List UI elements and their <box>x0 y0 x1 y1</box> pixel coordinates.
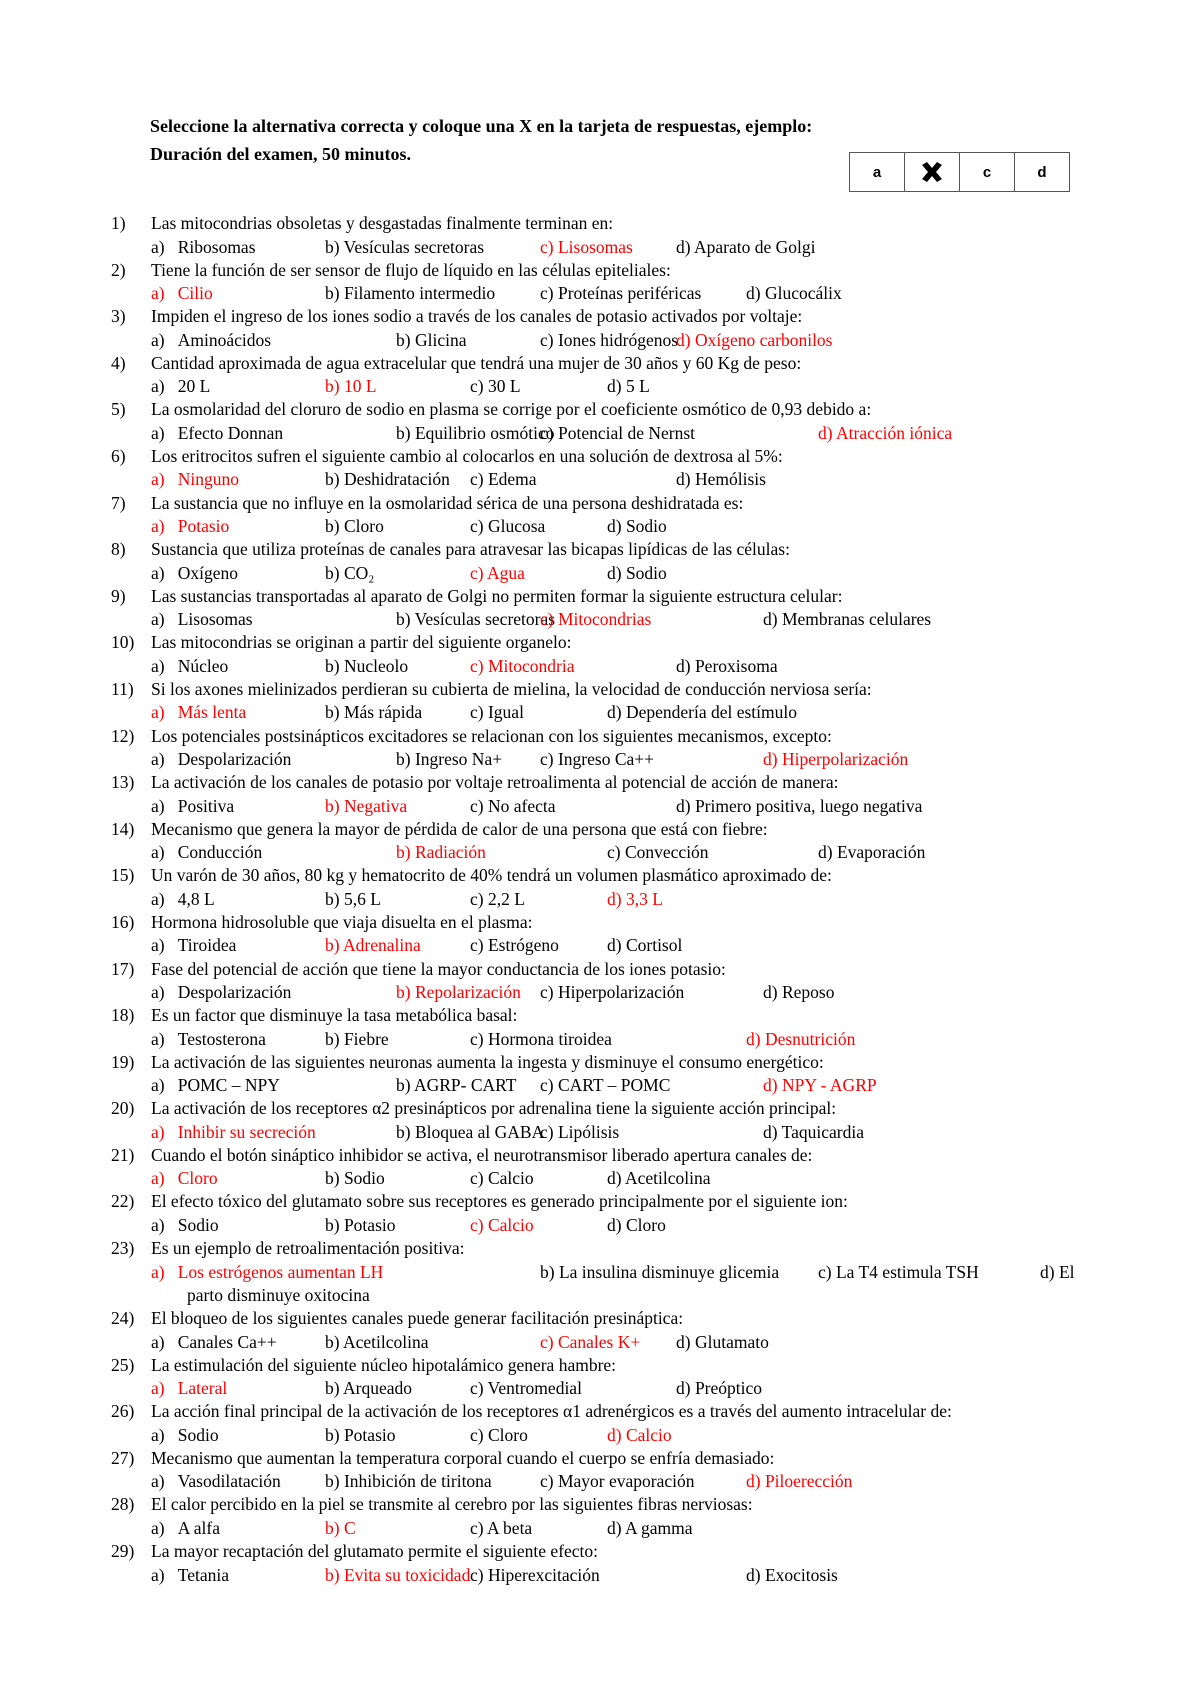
option-c: c) Convección <box>607 842 709 863</box>
option-a-correct: a) Cloro <box>151 1168 218 1189</box>
question-item <box>0 1098 1200 1145</box>
option-b: b) Fiebre <box>325 1028 389 1049</box>
option-b: b) Más rápida <box>325 702 423 723</box>
option-d: d) Hemólisis <box>676 469 766 490</box>
question-text: Fase del potencial de acción que tiene la mayor conductancia de los iones potasio: <box>151 958 726 979</box>
option-c: c) A beta <box>470 1517 533 1538</box>
question-text: Un varón de 30 años, 80 kg y hematocrito de 40% tendrá un volumen plasmático aproximado de: <box>151 865 832 886</box>
question-text: Sustancia que utiliza proteínas de canales para atravesar las bicapas lipídicas de las células: <box>151 539 790 560</box>
question-number: 25) <box>111 1354 135 1375</box>
option-c: c) Proteínas periféricas <box>540 283 702 304</box>
question-text: Los eritrocitos sufren el siguiente cambio al colocarlos en una solución de dextrosa al 5%: <box>151 445 783 466</box>
option-a-correct: a) Los estrógenos aumentan LH <box>151 1261 384 1282</box>
answer-card-example <box>849 152 1070 192</box>
option-a: a) Sodio <box>151 1424 219 1445</box>
instructions-line: Seleccione la alternativa correcta y coloque una X en la tarjeta de respuestas, ejemplo: <box>150 116 813 136</box>
option-d: d) Taquicardia <box>763 1121 864 1142</box>
question-number: 8) <box>111 539 126 560</box>
question-number: 3) <box>111 306 126 327</box>
option-c: c) Iones hidrógenos <box>540 329 679 350</box>
option-d: d) A gamma <box>607 1517 693 1538</box>
question-item <box>0 1308 1200 1355</box>
option-d: d) Membranas celulares <box>763 609 932 630</box>
question-number: 18) <box>111 1005 135 1026</box>
option-d-correct: d) Atracción iónica <box>818 422 953 443</box>
option-c: c) Calcio <box>470 1168 534 1189</box>
option-d: d) Reposo <box>763 982 835 1002</box>
question-number: 10) <box>111 632 135 653</box>
option-a: a) Tiroidea <box>151 935 237 956</box>
option-a: a) Oxígeno <box>151 562 238 583</box>
option-a: a) Despolarización <box>151 982 292 1002</box>
question-item <box>0 1541 1200 1588</box>
option-c: c) Lipólisis <box>540 1121 620 1142</box>
question-item <box>0 632 1200 679</box>
option-d: d) Acetilcolina <box>607 1168 711 1189</box>
option-c: c) Hormona tiroidea <box>470 1028 612 1049</box>
option-d: d) Exocitosis <box>746 1564 838 1585</box>
option-c-correct: c) Canales K+ <box>540 1331 641 1352</box>
option-d-correct: d) Desnutrición <box>746 1028 856 1049</box>
question-item <box>0 539 1200 586</box>
question-item <box>0 213 1200 260</box>
option-a: a) Tetania <box>151 1564 229 1585</box>
question-text: La activación de los receptores α2 presinápticos por adrenalina tiene la siguiente acción principal: <box>151 1098 837 1119</box>
question-item <box>0 1448 1200 1495</box>
option-b: b) Cloro <box>325 516 384 537</box>
option-a: a) A alfa <box>151 1517 220 1538</box>
option-a: a) Testosterona <box>151 1028 266 1049</box>
question-number: 24) <box>111 1308 135 1329</box>
question-number: 6) <box>111 445 126 466</box>
option-b-correct: b) Repolarización <box>396 982 521 1002</box>
option-d: d) Glutamato <box>676 1331 769 1352</box>
question-text: La activación de las siguientes neuronas aumenta la ingesta y disminuye el consumo energético: <box>151 1051 824 1072</box>
option-d-correct: d) Calcio <box>607 1424 672 1445</box>
question-number: 7) <box>111 492 126 513</box>
option-c: c) Igual <box>470 702 524 723</box>
option-b-correct: b) Adrenalina <box>325 935 421 956</box>
question-text: Las mitocondrias obsoletas y desgastadas finalmente terminan en: <box>151 213 614 233</box>
option-b: b) 5,6 L <box>325 888 381 909</box>
option-a-correct: a) Cilio <box>151 283 213 304</box>
question-item <box>0 865 1200 912</box>
option-a-correct: a) Lateral <box>151 1378 228 1399</box>
question-item <box>0 1494 1200 1541</box>
option-a: a) Sodio <box>151 1214 219 1235</box>
option-a-correct: a) Más lenta <box>151 702 247 723</box>
question-item <box>0 586 1200 633</box>
option-c-correct: c) Calcio <box>470 1214 534 1235</box>
option-c: c) 30 L <box>470 376 521 397</box>
question-number: 12) <box>111 725 135 746</box>
option-d-correct: d) Hiperpolarización <box>763 749 909 770</box>
card-cell-a: a <box>850 153 905 191</box>
option-c: c) Ingreso Ca++ <box>540 749 655 770</box>
option-d: d) Sodio <box>607 516 667 537</box>
question-item <box>0 260 1200 307</box>
option-d: d) Cloro <box>607 1214 666 1235</box>
question-item <box>0 399 1200 446</box>
question-number: 27) <box>111 1447 135 1468</box>
question-text: Mecanismo que aumentan la temperatura corporal cuando el cuerpo se enfría demasiado: <box>151 1447 775 1468</box>
option-b-correct: b) Evita su toxicidad <box>325 1564 471 1585</box>
option-b: b) CO₂ <box>325 562 375 583</box>
exam-duration: Duración del examen, 50 minutos. <box>150 144 411 164</box>
question-number: 21) <box>111 1144 135 1165</box>
question-number: 23) <box>111 1238 135 1259</box>
question-text: Hormona hidrosoluble que viaja disuelta en el plasma: <box>151 911 533 932</box>
question-number: 15) <box>111 865 135 886</box>
option-a: a) 4,8 L <box>151 888 215 909</box>
option-d-correct: d) Oxígeno carbonilos <box>676 329 833 350</box>
option-d: d) Primero positiva, luego negativa <box>676 795 923 816</box>
question-text: Mecanismo que genera la mayor de pérdida de calor de una persona que está con fiebre: <box>151 818 768 839</box>
question-item <box>0 353 1200 400</box>
question-text: Tiene la función de ser sensor de flujo de líquido en las células epiteliales: <box>151 259 671 280</box>
question-number: 17) <box>111 958 135 979</box>
option-b: b) Sodio <box>325 1168 385 1189</box>
question-number: 28) <box>111 1494 135 1515</box>
question-text: Cantidad aproximada de agua extracelular que tendrá una mujer de 30 años y 60 Kg de peso: <box>151 352 802 373</box>
question-text: El efecto tóxico del glutamato sobre sus receptores es generado principalmente por el siguiente ion: <box>151 1191 848 1212</box>
question-text: Cuando el botón sináptico inhibidor se activa, el neurotransmisor liberado apertura canales de: <box>151 1144 813 1165</box>
question-number: 20) <box>111 1098 135 1119</box>
option-d-correct: d) 3,3 L <box>607 888 663 909</box>
question-number: 1) <box>111 213 126 233</box>
x-mark-icon <box>919 160 945 184</box>
option-d: d) Evaporación <box>818 842 926 863</box>
option-b: b) AGRP- CART <box>396 1075 517 1096</box>
question-item <box>0 1191 1200 1238</box>
question-item <box>0 959 1200 1006</box>
question-text: Las mitocondrias se originan a partir del siguiente organelo: <box>151 632 572 653</box>
option-b-correct: b) 10 L <box>325 376 377 397</box>
option-a-correct: a) Inhibir su secreción <box>151 1121 316 1142</box>
question-text: La sustancia que no influye en la osmolaridad sérica de una persona deshidratada es: <box>151 492 744 513</box>
question-text: La mayor recaptación del glutamato permite el siguiente efecto: <box>151 1541 599 1562</box>
option-a: a) Despolarización <box>151 749 292 770</box>
option-b-correct: b) C <box>325 1517 356 1538</box>
option-b: b) Ingreso Na+ <box>396 749 503 770</box>
question-list <box>0 213 1200 1588</box>
option-b: b) Potasio <box>325 1214 396 1235</box>
question-number: 19) <box>111 1051 135 1072</box>
question-number: 29) <box>111 1541 135 1562</box>
option-a: a) Conducción <box>151 842 263 863</box>
question-item <box>0 679 1200 726</box>
question-text: Las sustancias transportadas al aparato de Golgi no permiten formar la siguiente estructura celular: <box>151 585 843 606</box>
option-a: a) Efecto Donnan <box>151 422 284 443</box>
question-number: 22) <box>111 1191 135 1212</box>
option-b: b) Deshidratación <box>325 469 450 490</box>
option-d: d) El <box>1040 1261 1075 1282</box>
option-b-correct: b) Radiación <box>396 842 486 863</box>
option-d: d) 5 L <box>607 376 650 397</box>
option-c: c) Potencial de Nernst <box>540 422 696 443</box>
option-a: a) Vasodilatación <box>151 1471 281 1492</box>
option-c: c) CART – POMC <box>540 1075 671 1096</box>
option-b: b) Glicina <box>396 329 467 350</box>
question-text: La acción final principal de la activación de los receptores α1 adrenérgicos es a través del aumento intracelular de: <box>151 1401 952 1422</box>
question-number: 16) <box>111 911 135 932</box>
option-a: a) Núcleo <box>151 655 229 676</box>
question-text: El bloqueo de los siguientes canales puede generar facilitación presináptica: <box>151 1308 684 1329</box>
option-c: c) Hiperpolarización <box>540 982 685 1002</box>
option-b: b) Arqueado <box>325 1378 412 1399</box>
option-b-correct: b) Negativa <box>325 795 408 816</box>
option-c: c) La T4 estimula TSH <box>818 1261 979 1282</box>
question-number: 2) <box>111 259 126 280</box>
option-b: b) Filamento intermedio <box>325 283 496 304</box>
option-d: d) Preóptico <box>676 1378 763 1399</box>
option-c-correct: c) Lisosomas <box>540 236 633 257</box>
option-a-correct: a) Potasio <box>151 516 230 537</box>
option-b: b) Inhibición de tiritona <box>325 1471 492 1492</box>
option-a: a) 20 L <box>151 376 211 397</box>
option-c: c) Glucosa <box>470 516 546 537</box>
question-number: 9) <box>111 585 126 606</box>
question-number: 4) <box>111 352 126 373</box>
option-a: a) Lisosomas <box>151 609 253 630</box>
question-text: La estimulación del siguiente núcleo hipotalámico genera hambre: <box>151 1354 617 1375</box>
question-item <box>0 819 1200 866</box>
option-c: c) Mayor evaporación <box>540 1471 695 1492</box>
option-c-correct: c) Mitocondria <box>470 655 575 676</box>
option-d-correct: d) NPY - AGRP <box>763 1075 877 1096</box>
question-item <box>0 912 1200 959</box>
question-item <box>0 726 1200 773</box>
question-text: La activación de los canales de potasio por voltaje retroalimenta al potencial de acción de manera: <box>151 772 839 793</box>
card-cell-c: c <box>960 153 1015 191</box>
question-item <box>0 1145 1200 1192</box>
option-d: d) Cortisol <box>607 935 683 956</box>
option-c: c) Estrógeno <box>470 935 559 956</box>
option-b: b) Vesículas secretoras <box>325 236 485 257</box>
card-cell-b-marked <box>905 153 960 191</box>
question-item <box>0 1052 1200 1099</box>
question-number: 13) <box>111 772 135 793</box>
question-item <box>0 306 1200 353</box>
option-d: d) Aparato de Golgi <box>676 236 816 257</box>
option-b: b) Acetilcolina <box>325 1331 429 1352</box>
question-text: El calor percibido en la piel se transmite al cerebro por las siguientes fibras nerviosas: <box>151 1494 753 1515</box>
question-text: Impiden el ingreso de los iones sodio a través de los canales de potasio activados por voltaje: <box>151 306 803 327</box>
question-text: Es un factor que disminuye la tasa metabólica basal: <box>151 1005 518 1026</box>
question-item <box>0 1005 1200 1052</box>
option-c: c) No afecta <box>470 795 556 816</box>
option-b: b) La insulina disminuye glicemia <box>540 1261 780 1282</box>
question-number: 14) <box>111 818 135 839</box>
question-text: Es un ejemplo de retroalimentación positiva: <box>151 1238 465 1259</box>
option-c: c) Cloro <box>470 1424 528 1445</box>
option-c: c) Ventromedial <box>470 1378 582 1399</box>
option-c-correct: c) Mitocondrias <box>540 609 652 630</box>
question-item <box>0 1401 1200 1448</box>
question-item <box>0 493 1200 540</box>
option-c: c) Edema <box>470 469 537 490</box>
question-item <box>0 772 1200 819</box>
question-number: 11) <box>111 678 134 699</box>
option-c: c) Hiperexcitación <box>470 1564 600 1585</box>
question-item <box>0 1238 1200 1308</box>
question-text: La osmolaridad del cloruro de sodio en plasma se corrige por el coeficiente osmótico de 0,93 debido a: <box>151 399 872 420</box>
option-a: a) Aminoácidos <box>151 329 272 350</box>
option-a: a) Positiva <box>151 795 235 816</box>
question-text: Si los axones mielinizados perdieran su cubierta de mielina, la velocidad de conducción nerviosa sería: <box>151 678 872 699</box>
question-item <box>0 446 1200 493</box>
option-d: d) Sodio <box>607 562 667 583</box>
option-d: d) Peroxisoma <box>676 655 778 676</box>
question-number: 26) <box>111 1401 135 1422</box>
option-b: b) Bloquea al GABA <box>396 1121 545 1142</box>
option-a: a) POMC – NPY <box>151 1075 280 1096</box>
option-d-correct: d) Piloerección <box>746 1471 853 1492</box>
option-d: d) Glucocálix <box>746 283 842 304</box>
option-d: d) Dependería del estímulo <box>607 702 798 723</box>
option-b: b) Potasio <box>325 1424 396 1445</box>
card-cell-d: d <box>1037 163 1047 181</box>
option-a: a) Ribosomas <box>151 236 256 257</box>
question-number: 5) <box>111 399 126 420</box>
option-b: b) Equilibrio osmótico <box>396 422 555 443</box>
option-c: c) 2,2 L <box>470 888 525 909</box>
option-c-correct: c) Agua <box>470 562 525 583</box>
option-a: a) Canales Ca++ <box>151 1331 277 1352</box>
option-b: b) Vesículas secretoras <box>396 609 556 630</box>
option-d-continuation: parto disminuye oxitocina <box>187 1285 370 1306</box>
option-a-correct: a) Ninguno <box>151 469 239 490</box>
question-text: Los potenciales postsinápticos excitadores se relacionan con los siguientes mecanismos, excepto: <box>151 725 832 746</box>
option-b: b) Nucleolo <box>325 655 409 676</box>
question-item <box>0 1355 1200 1402</box>
